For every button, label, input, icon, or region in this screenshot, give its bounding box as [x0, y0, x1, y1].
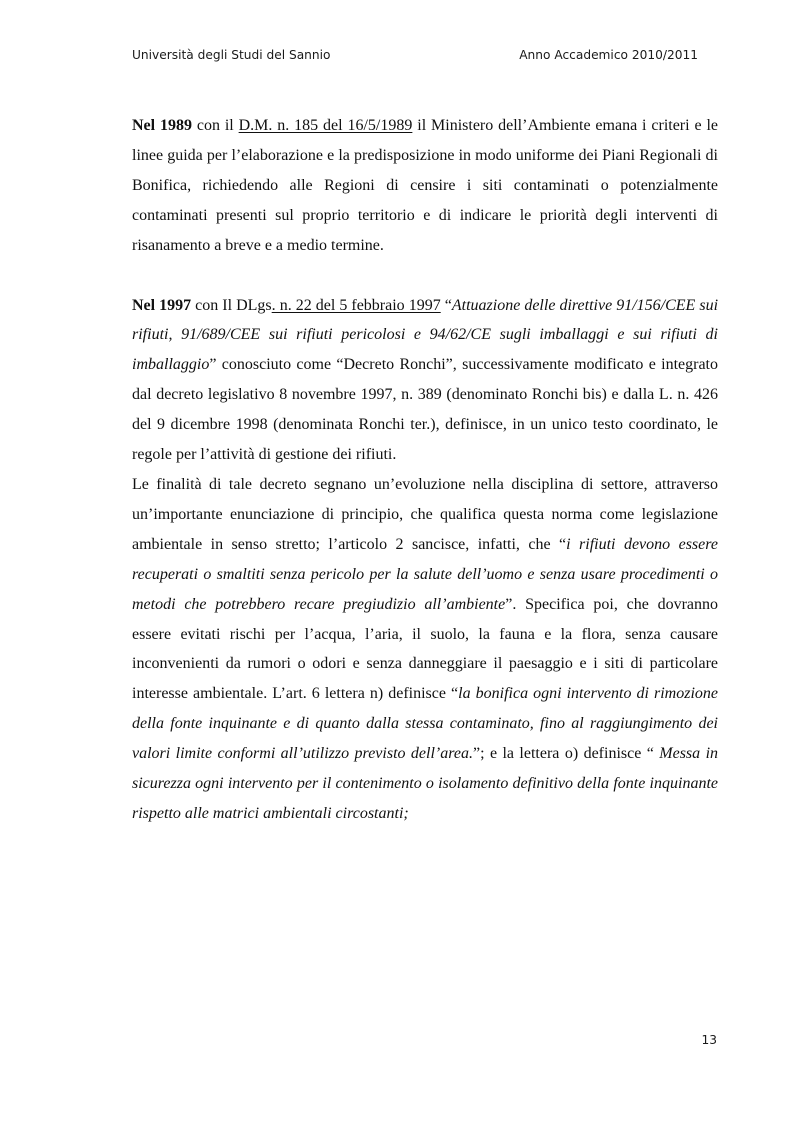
para3-text-1: Le finalità di tale decreto segnano un’evoluzione nella disciplina di settore, attraverso un’importante enunciazione di principio, che qualifica questa norma come legislazione ambientale in senso stretto; l’articolo 2 sancisce, infatti, che “ [132, 475, 718, 553]
para1-text-2: il Ministero dell’Ambiente emana i criteri e le linee guida per l’elaborazione e la predisposizione in modo uniforme dei Piani Regionali di Bonifica, richiedendo alle Regioni di censire i siti contaminati o potenzialmente contaminati presenti sul proprio territorio e di indicare le priorità degli interventi di risanamento a breve e a medio termine. [132, 117, 718, 254]
decree-dlgs-22: . n. 22 del 5 febbraio 1997 [271, 296, 441, 314]
decree-title: Attuazione delle direttive 91/156/CEE sui rifiuti, 91/689/CEE sui rifiuti pericolosi e 94/62/CE sugli imballaggi e sui rifiuti di imballaggio [132, 296, 719, 374]
header-academic-year: Anno Accademico 2010/2011 [519, 48, 698, 62]
document-body [132, 111, 718, 829]
quote-bonifica: la bonifica ogni intervento di rimozione della fonte inquinante e di quanto dalla stessa contaminato, fino al raggiungimento dei valori limite conformi all’utilizzo previsto dell’area. [132, 685, 719, 763]
year-1997: Nel 1997 [132, 296, 192, 314]
paragraph-finalita [132, 470, 718, 829]
para2-text-3: ” conosciuto come “Decreto Ronchi”, successivamente modificato e integrato dal decreto legislativo 8 novembre 1997, n. 389 (denominato Ronchi bis) e dalla L. n. 426 del 9 dicembre 1998 (denominata Ronchi ter.), definisce, in un unico testo coordinato, le regole per l’attività di gestione dei rifiuti. [132, 356, 718, 464]
para2-text-1: con Il DLgs [191, 296, 272, 314]
page-number: 13 [701, 1033, 717, 1047]
quote-article-2: i rifiuti devono essere recuperati o smaltiti senza pericolo per la salute dell’uomo e senza usare procedimenti o metodi che potrebbero recare pregiudizio all’ambiente [132, 535, 718, 613]
para2-text-2: “ [440, 296, 452, 314]
para1-text-1: con il [191, 117, 239, 134]
year-1989: Nel 1989 [132, 117, 192, 134]
quote-messa-in-sicurezza: Messa in sicurezza ogni intervento per il contenimento o isolamento definitivo della fonte inquinante rispetto alle matrici ambientali circostanti; [132, 745, 719, 822]
paragraph-1989 [132, 111, 718, 261]
paragraph-1997 [132, 291, 718, 470]
para3-text-3: ”; e la lettera o) definisce “ [472, 745, 660, 763]
para3-text-2: ”. Specifica poi, che dovranno essere evitati rischi per l’acqua, l’aria, il suolo, la fauna e la flora, senza causare inconvenienti da rumori o odori e senza danneggiare il paesaggio e i siti di particolare interesse ambientale. L’art. 6 lettera n) definisce “ [132, 595, 718, 703]
header-university: Università degli Studi del Sannio [132, 48, 331, 62]
decree-dm-185: D.M. n. 185 del 16/5/1989 [238, 117, 413, 134]
